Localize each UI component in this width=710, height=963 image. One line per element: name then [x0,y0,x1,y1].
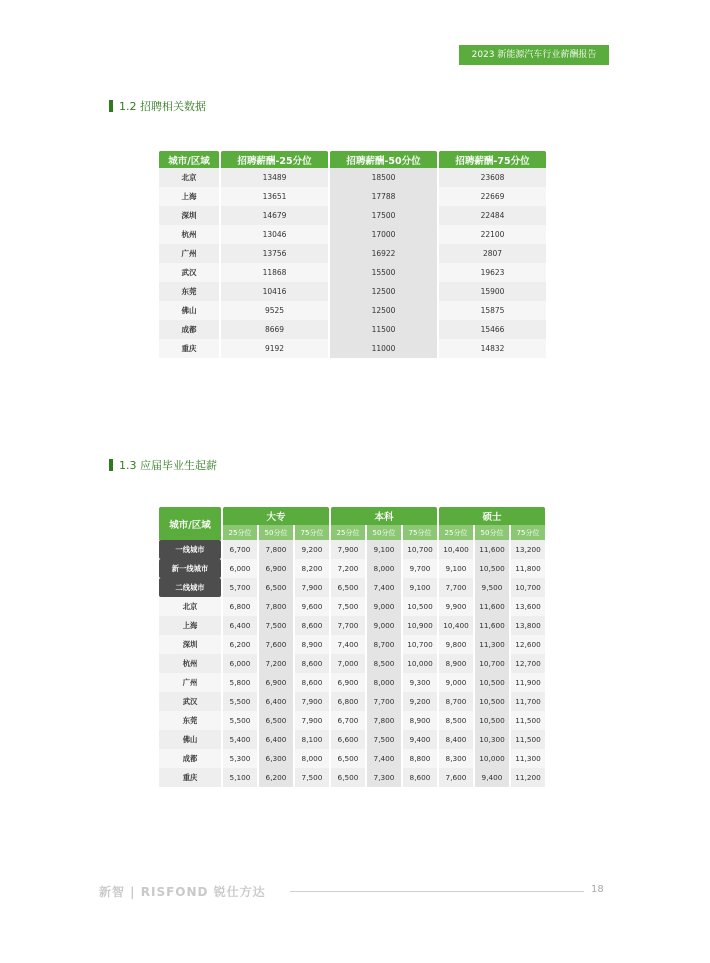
city-cell: 重庆 [159,339,219,358]
salary-cell: 6,900 [259,673,293,692]
salary-cell: 6,500 [331,749,365,768]
salary-cell: 11000 [330,339,437,358]
city-cell: 佛山 [159,730,221,749]
salary-cell: 6,500 [259,711,293,730]
table-row [159,263,546,282]
percentile-subheader: 75分位 [511,525,545,540]
table-row [159,692,545,711]
table-row [159,711,545,730]
salary-cell: 10,500 [475,559,509,578]
salary-cell: 7,500 [331,597,365,616]
salary-cell: 9,900 [439,597,473,616]
salary-cell: 11,600 [475,540,509,559]
salary-cell: 10,000 [403,654,437,673]
salary-cell: 8,000 [367,559,401,578]
table-row [159,320,546,339]
salary-cell: 7,800 [259,540,293,559]
salary-cell: 8,600 [295,616,329,635]
salary-cell: 13,800 [511,616,545,635]
salary-cell: 6,700 [223,540,257,559]
salary-cell: 11,900 [511,673,545,692]
city-cell: 深圳 [159,206,219,225]
salary-cell: 11868 [221,263,328,282]
salary-cell: 6,200 [259,768,293,787]
salary-cell: 11,600 [475,597,509,616]
salary-cell: 7,900 [295,578,329,597]
salary-cell: 8,600 [295,673,329,692]
salary-cell: 9,300 [403,673,437,692]
salary-cell: 5,500 [223,711,257,730]
salary-cell: 9192 [221,339,328,358]
salary-cell: 8,000 [367,673,401,692]
table-row [159,282,546,301]
salary-cell: 11,500 [511,730,545,749]
table-row [159,225,546,244]
salary-cell: 6,900 [331,673,365,692]
salary-cell: 7,200 [331,559,365,578]
salary-cell: 16922 [330,244,437,263]
salary-cell: 8,900 [403,711,437,730]
table-row [159,635,545,654]
tier-cell: 二线城市 [159,578,221,597]
city-cell: 成都 [159,320,219,339]
salary-cell: 6,500 [259,578,293,597]
salary-cell: 6,000 [223,559,257,578]
table-row [159,749,545,768]
salary-cell: 5,400 [223,730,257,749]
city-cell: 深圳 [159,635,221,654]
percentile-subheader: 75分位 [403,525,437,540]
section-marker [109,459,113,471]
salary-cell: 11,500 [511,711,545,730]
salary-cell: 7,500 [259,616,293,635]
salary-cell: 22100 [439,225,546,244]
section-title-text: 1.2 招聘相关数据 [119,100,206,113]
city-cell: 佛山 [159,301,219,320]
salary-cell: 17788 [330,187,437,206]
salary-cell: 10,500 [403,597,437,616]
salary-cell: 6,000 [223,654,257,673]
salary-cell: 7,700 [367,692,401,711]
salary-cell: 17000 [330,225,437,244]
salary-cell: 13,200 [511,540,545,559]
salary-cell: 13651 [221,187,328,206]
column-group-header: 硕士 [439,507,545,525]
city-cell: 武汉 [159,263,219,282]
table-row [159,616,545,635]
salary-cell: 6,600 [331,730,365,749]
table-row [159,730,545,749]
recruitment-salary-table [157,151,548,358]
salary-cell: 9,800 [439,635,473,654]
salary-cell: 7,200 [259,654,293,673]
salary-cell: 9,000 [439,673,473,692]
salary-cell: 9,400 [475,768,509,787]
salary-cell: 10,900 [403,616,437,635]
salary-cell: 9,100 [367,540,401,559]
salary-cell: 11,600 [475,616,509,635]
salary-cell: 7,400 [331,635,365,654]
salary-cell: 12500 [330,301,437,320]
salary-cell: 6,500 [331,578,365,597]
salary-cell: 11500 [330,320,437,339]
city-cell: 北京 [159,597,221,616]
city-cell: 重庆 [159,768,221,787]
table-row [159,654,545,673]
salary-cell: 9,700 [403,559,437,578]
salary-cell: 11,200 [511,768,545,787]
salary-cell: 10,500 [475,711,509,730]
salary-cell: 7,400 [367,578,401,597]
tier-cell: 新一线城市 [159,559,221,578]
salary-cell: 9,200 [295,540,329,559]
salary-cell: 19623 [439,263,546,282]
section-title-text: 1.3 应届毕业生起薪 [119,459,217,472]
page-number: 18 [591,884,604,895]
salary-cell: 9,000 [367,597,401,616]
table-row [159,206,546,225]
table-row [159,339,546,358]
table-row [159,244,546,263]
salary-cell: 14679 [221,206,328,225]
tier-cell: 一线城市 [159,540,221,559]
salary-cell: 7,900 [331,540,365,559]
salary-cell: 12,700 [511,654,545,673]
table-row [159,559,545,578]
salary-cell: 15500 [330,263,437,282]
salary-cell: 10,700 [511,578,545,597]
percentile-subheader: 75分位 [295,525,329,540]
salary-cell: 8,600 [295,654,329,673]
salary-cell: 7,000 [331,654,365,673]
city-cell: 广州 [159,673,221,692]
salary-cell: 8,900 [439,654,473,673]
salary-cell: 6,700 [331,711,365,730]
salary-cell: 9,100 [403,578,437,597]
city-cell: 广州 [159,244,219,263]
salary-cell: 7,800 [367,711,401,730]
city-cell: 杭州 [159,654,221,673]
column-header-percentile: 招聘薪酬-25分位 [221,151,328,168]
table-row [159,301,546,320]
salary-cell: 6,200 [223,635,257,654]
salary-cell: 8,700 [367,635,401,654]
salary-cell: 6,800 [331,692,365,711]
salary-cell: 17500 [330,206,437,225]
salary-cell: 9,600 [295,597,329,616]
table-row [159,597,545,616]
percentile-subheader: 50分位 [259,525,293,540]
section-title-graduate [109,459,217,473]
salary-cell: 10,700 [403,540,437,559]
column-header-percentile: 招聘薪酬-75分位 [439,151,546,168]
salary-cell: 2807 [439,244,546,263]
salary-cell: 10,400 [439,616,473,635]
salary-cell: 7,500 [295,768,329,787]
column-group-header: 大专 [223,507,329,525]
footer-logo: 新智 | RISFOND 锐仕方达 [99,885,266,899]
salary-cell: 15466 [439,320,546,339]
column-header-percentile: 招聘薪酬-50分位 [330,151,437,168]
salary-cell: 9,500 [475,578,509,597]
salary-cell: 11,800 [511,559,545,578]
city-cell: 上海 [159,616,221,635]
salary-cell: 11,300 [511,749,545,768]
section-marker [109,100,113,112]
section-title-recruitment [109,100,206,114]
city-cell: 上海 [159,187,219,206]
salary-cell: 8,500 [367,654,401,673]
salary-cell: 9,000 [367,616,401,635]
salary-cell: 8,500 [439,711,473,730]
salary-cell: 13756 [221,244,328,263]
column-header-city: 城市/区域 [159,151,219,168]
table-row [159,578,545,597]
salary-cell: 7,400 [367,749,401,768]
salary-cell: 7,700 [331,616,365,635]
salary-cell: 10,300 [475,730,509,749]
salary-cell: 13046 [221,225,328,244]
salary-cell: 9,100 [439,559,473,578]
salary-cell: 6,300 [259,749,293,768]
salary-cell: 23608 [439,168,546,187]
table-row [159,168,546,187]
salary-cell: 7,600 [259,635,293,654]
salary-cell: 8669 [221,320,328,339]
salary-cell: 7,800 [259,597,293,616]
salary-cell: 11,300 [475,635,509,654]
salary-cell: 10,500 [475,673,509,692]
table-row [159,187,546,206]
percentile-subheader: 25分位 [331,525,365,540]
salary-cell: 7,300 [367,768,401,787]
salary-cell: 12,600 [511,635,545,654]
table-row [159,673,545,692]
graduate-salary-table [157,507,547,787]
salary-cell: 6,400 [259,730,293,749]
salary-cell: 12500 [330,282,437,301]
salary-cell: 8,400 [439,730,473,749]
salary-cell: 13,600 [511,597,545,616]
salary-cell: 6,400 [259,692,293,711]
city-cell: 杭州 [159,225,219,244]
percentile-subheader: 25分位 [223,525,257,540]
salary-cell: 11,700 [511,692,545,711]
salary-cell: 14832 [439,339,546,358]
salary-cell: 8,600 [403,768,437,787]
city-cell: 东莞 [159,282,219,301]
salary-cell: 9,200 [403,692,437,711]
salary-cell: 5,500 [223,692,257,711]
salary-cell: 9,400 [403,730,437,749]
salary-cell: 8,900 [295,635,329,654]
salary-cell: 10,000 [475,749,509,768]
salary-cell: 5,300 [223,749,257,768]
salary-cell: 6,500 [331,768,365,787]
salary-cell: 10,700 [403,635,437,654]
salary-cell: 10,500 [475,692,509,711]
salary-cell: 5,100 [223,768,257,787]
salary-cell: 15900 [439,282,546,301]
salary-cell: 8,700 [439,692,473,711]
salary-cell: 15875 [439,301,546,320]
city-cell: 成都 [159,749,221,768]
salary-cell: 5,700 [223,578,257,597]
column-header-city: 城市/区域 [159,507,221,540]
percentile-subheader: 50分位 [475,525,509,540]
salary-cell: 5,800 [223,673,257,692]
salary-cell: 18500 [330,168,437,187]
table-row [159,540,545,559]
salary-cell: 6,900 [259,559,293,578]
salary-cell: 8,800 [403,749,437,768]
city-cell: 东莞 [159,711,221,730]
percentile-subheader: 25分位 [439,525,473,540]
salary-cell: 8,100 [295,730,329,749]
salary-cell: 6,800 [223,597,257,616]
salary-cell: 10,400 [439,540,473,559]
report-title-tag: 2023 新能源汽车行业薪酬报告 [459,45,609,65]
salary-cell: 7,600 [439,768,473,787]
salary-cell: 8,200 [295,559,329,578]
salary-cell: 22484 [439,206,546,225]
salary-cell: 10,700 [475,654,509,673]
salary-cell: 7,700 [439,578,473,597]
percentile-subheader: 50分位 [367,525,401,540]
salary-cell: 8,000 [295,749,329,768]
salary-cell: 22669 [439,187,546,206]
footer-divider [290,891,584,892]
salary-cell: 10416 [221,282,328,301]
salary-cell: 7,900 [295,711,329,730]
column-group-header: 本科 [331,507,437,525]
salary-cell: 7,500 [367,730,401,749]
salary-cell: 8,300 [439,749,473,768]
city-cell: 北京 [159,168,219,187]
table-row [159,768,545,787]
salary-cell: 13489 [221,168,328,187]
salary-cell: 6,400 [223,616,257,635]
salary-cell: 9525 [221,301,328,320]
salary-cell: 7,900 [295,692,329,711]
city-cell: 武汉 [159,692,221,711]
